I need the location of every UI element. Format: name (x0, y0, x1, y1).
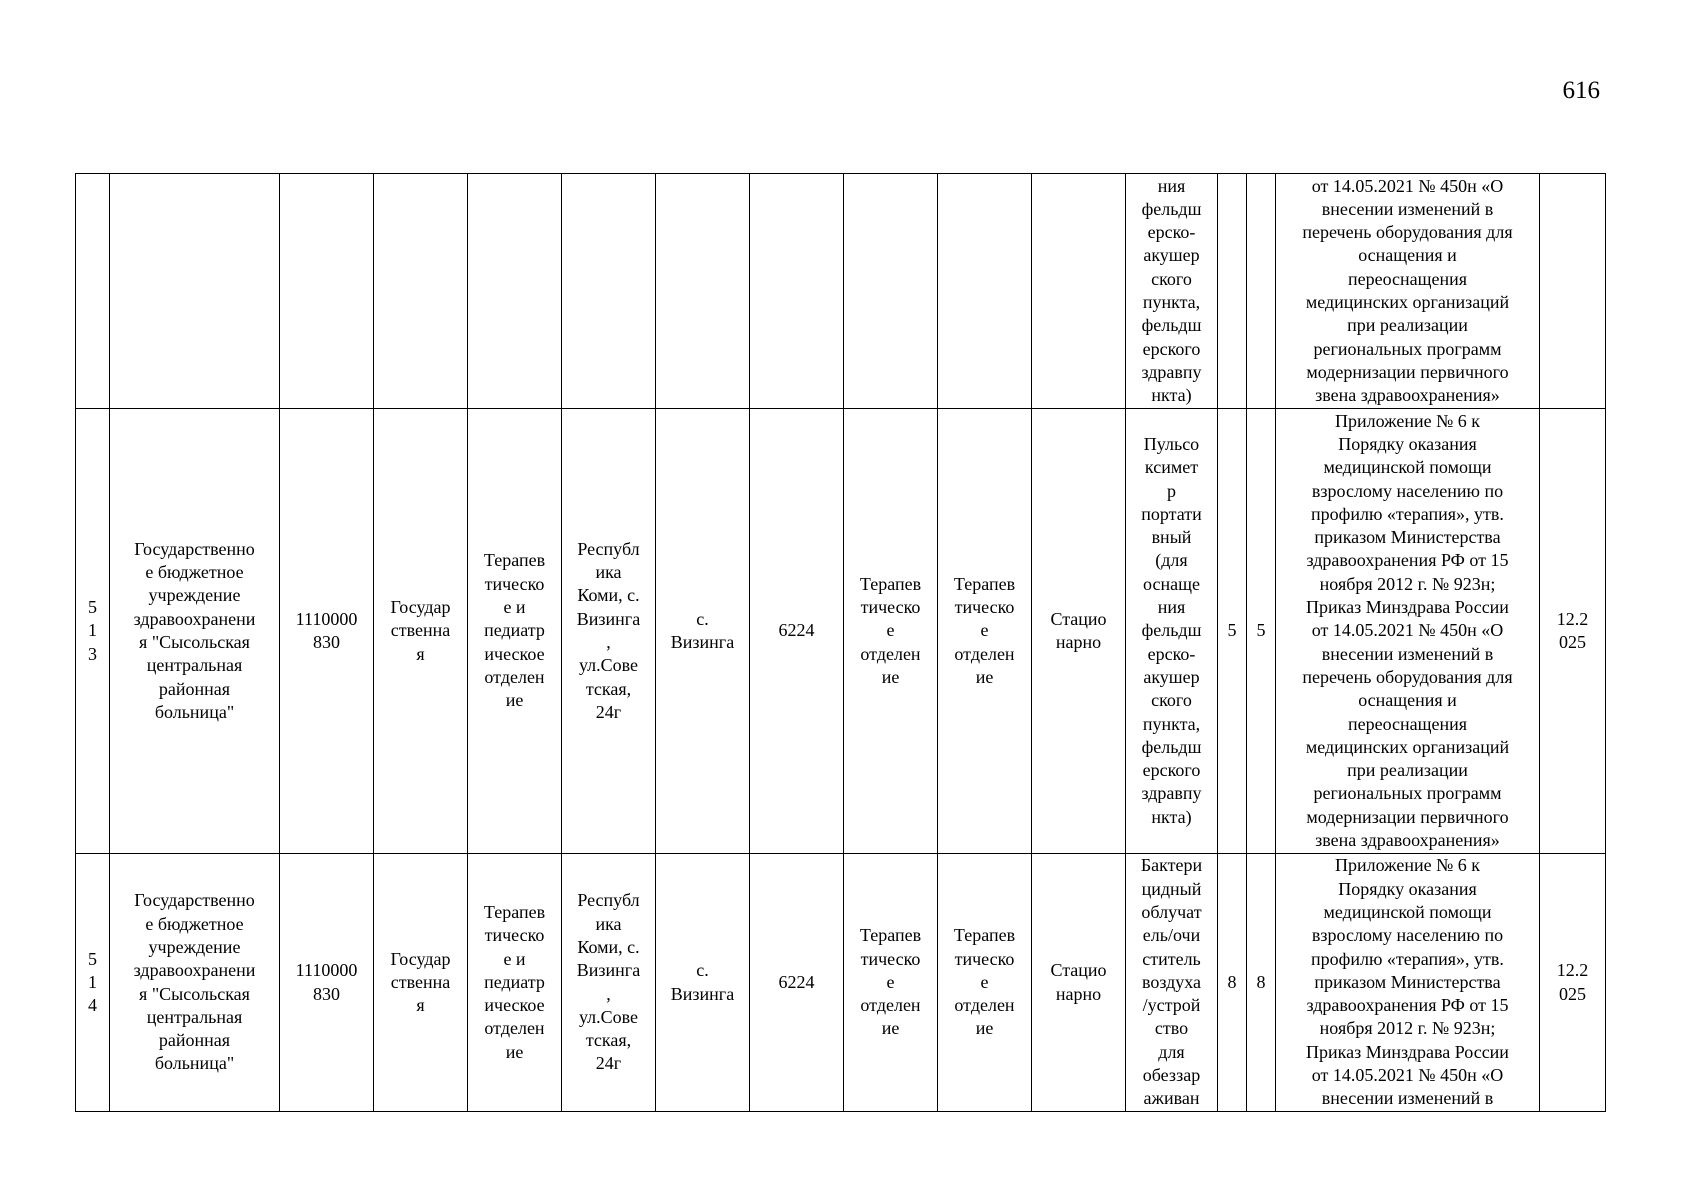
cell-equipment: Бактери цидный облучат ель/очи ститель воздуха /устрой ство для обеззар аживан (1126, 854, 1218, 1112)
cell-unit-2: Терапев тическо е отделен ие (938, 854, 1032, 1112)
cell-number: 5 1 3 (76, 409, 110, 854)
cell-oktmo (750, 174, 844, 409)
table-row (76, 854, 1606, 1112)
cell-care-form (1032, 174, 1126, 409)
cell-quantity-2: 5 (1247, 409, 1276, 854)
cell-organization: Государственно е бюджетное учреждение здравоохранени я "Сысольская центральная районная больница" (110, 854, 280, 1112)
cell-equipment: Пульсо ксимет р портати вный (для оснаще ния фельдш ерско- акушер ского пункта, фельдш ерского здравпу нкта) (1126, 409, 1218, 854)
cell-organization (110, 174, 280, 409)
cell-quantity-2 (1247, 174, 1276, 409)
cell-unit-1: Терапев тическо е отделен ие (844, 854, 938, 1112)
cell-address: Республ ика Коми, с. Визинга , ул.Сове тская, 24г (562, 854, 656, 1112)
cell-code (280, 174, 374, 409)
cell-address: Республ ика Коми, с. Визинга , ул.Сове тская, 24г (562, 409, 656, 854)
cell-date: 12.2 025 (1540, 409, 1606, 854)
cell-unit-2: Терапев тическо е отделен ие (938, 409, 1032, 854)
cell-quantity-1 (1218, 174, 1247, 409)
cell-basis: от 14.05.2021 № 450н «О внесении изменений в перечень оборудования для оснащения и переоснащения медицинских организаций при реализации региональных программ модернизации первичного звена здравоохранения» (1276, 174, 1540, 409)
cell-care-form: Стацио нарно (1032, 854, 1126, 1112)
cell-unit-2 (938, 174, 1032, 409)
cell-unit-1 (844, 174, 938, 409)
cell-department: Терапев тическо е и педиатр ическое отделен ие (468, 409, 562, 854)
cell-code: 1110000 830 (280, 854, 374, 1112)
cell-number (76, 174, 110, 409)
cell-department (468, 174, 562, 409)
cell-locality (656, 174, 750, 409)
cell-quantity-1: 8 (1218, 854, 1247, 1112)
cell-oktmo: 6224 (750, 409, 844, 854)
cell-quantity-2: 8 (1247, 854, 1276, 1112)
cell-locality: с. Визинга (656, 409, 750, 854)
page-number: 616 (1562, 77, 1600, 104)
cell-organization: Государственно е бюджетное учреждение здравоохранени я "Сысольская центральная районная больница" (110, 409, 280, 854)
cell-ownership (374, 174, 468, 409)
equipment-table (75, 173, 1606, 1112)
cell-basis: Приложение № 6 к Порядку оказания медицинской помощи взрослому населению по профилю «терапия», утв. приказом Министерства здравоохранения РФ от 15 ноября 2012 г. № 923н; Приказ Минздрава России от 14.05.2021 № 450н «О внесении изменений в перечень оборудования для оснащения и переоснащения медицинских организаций при реализации региональных программ модернизации первичного звена здравоохранения» (1276, 409, 1540, 854)
cell-date: 12.2 025 (1540, 854, 1606, 1112)
cell-date (1540, 174, 1606, 409)
cell-department: Терапев тическо е и педиатр ическое отделен ие (468, 854, 562, 1112)
cell-locality: с. Визинга (656, 854, 750, 1112)
cell-ownership: Государ ственна я (374, 409, 468, 854)
cell-quantity-1: 5 (1218, 409, 1247, 854)
cell-ownership: Государ ственна я (374, 854, 468, 1112)
cell-oktmo: 6224 (750, 854, 844, 1112)
cell-number: 5 1 4 (76, 854, 110, 1112)
cell-unit-1: Терапев тическо е отделен ие (844, 409, 938, 854)
cell-basis: Приложение № 6 к Порядку оказания медицинской помощи взрослому населению по профилю «терапия», утв. приказом Министерства здравоохранения РФ от 15 ноября 2012 г. № 923н; Приказ Минздрава России от 14.05.2021 № 450н «О внесении изменений в (1276, 854, 1540, 1112)
cell-code: 1110000 830 (280, 409, 374, 854)
table-row (76, 174, 1606, 409)
table-row (76, 409, 1606, 854)
cell-care-form: Стацио нарно (1032, 409, 1126, 854)
cell-equipment: ния фельдш ерско- акушер ского пункта, фельдш ерского здравпу нкта) (1126, 174, 1218, 409)
cell-address (562, 174, 656, 409)
